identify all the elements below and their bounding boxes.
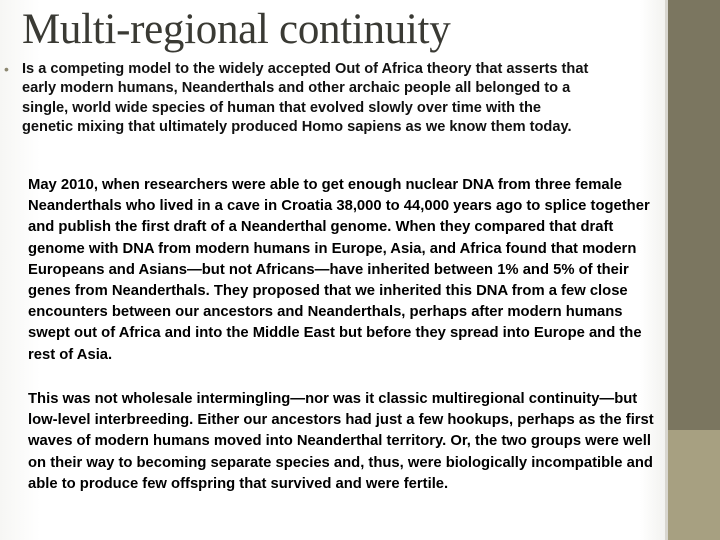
- paragraph-neanderthal-genome: May 2010, when researchers were able to get enough nuclear DNA from three female Neanderthals who lived in a cave in Croatia 38,000 to 44,000 years ago to splice together and publish the first draft of a Neanderthal genome. When they compared that draft genome with DNA from modern humans in Europe, Asia, and Africa found that modern Europeans and Asians—but not Africans—have inherited between 1% and 5% of their genes from Neanderthals. They proposed that we inherited this DNA from a few close encounters between our ancestors and Neanderthals, perhaps after modern humans swept out of Africa and into the Middle East but before they spread into Europe and the rest of Asia.: [28, 177, 650, 363]
- side-accent-block: [668, 430, 720, 540]
- paragraph-interbreeding: This was not wholesale intermingling—nor was it classic multiregional continuity—but low-level interbreeding. Either our ancestors had just a few hookups, perhaps as the first waves of modern humans moved into Neanderthal territory. Or, the two groups were well on their way to becoming separate species and, thus, were biologically incompatible and able to produce few offspring that survived and were fertile.: [28, 391, 654, 492]
- slide-title: Multi-regional continuity: [22, 6, 451, 53]
- bullet-dot-icon: •: [4, 61, 9, 77]
- bullet-item: [4, 60, 594, 137]
- bullet-text: Is a competing model to the widely accepted Out of Africa theory that asserts that early modern humans, Neanderthals and other archaic people all belonged to a single, world wide species of human that evolved slowly over time with the genetic mixing that ultimately produced Homo sapiens as we know them today.: [22, 61, 589, 135]
